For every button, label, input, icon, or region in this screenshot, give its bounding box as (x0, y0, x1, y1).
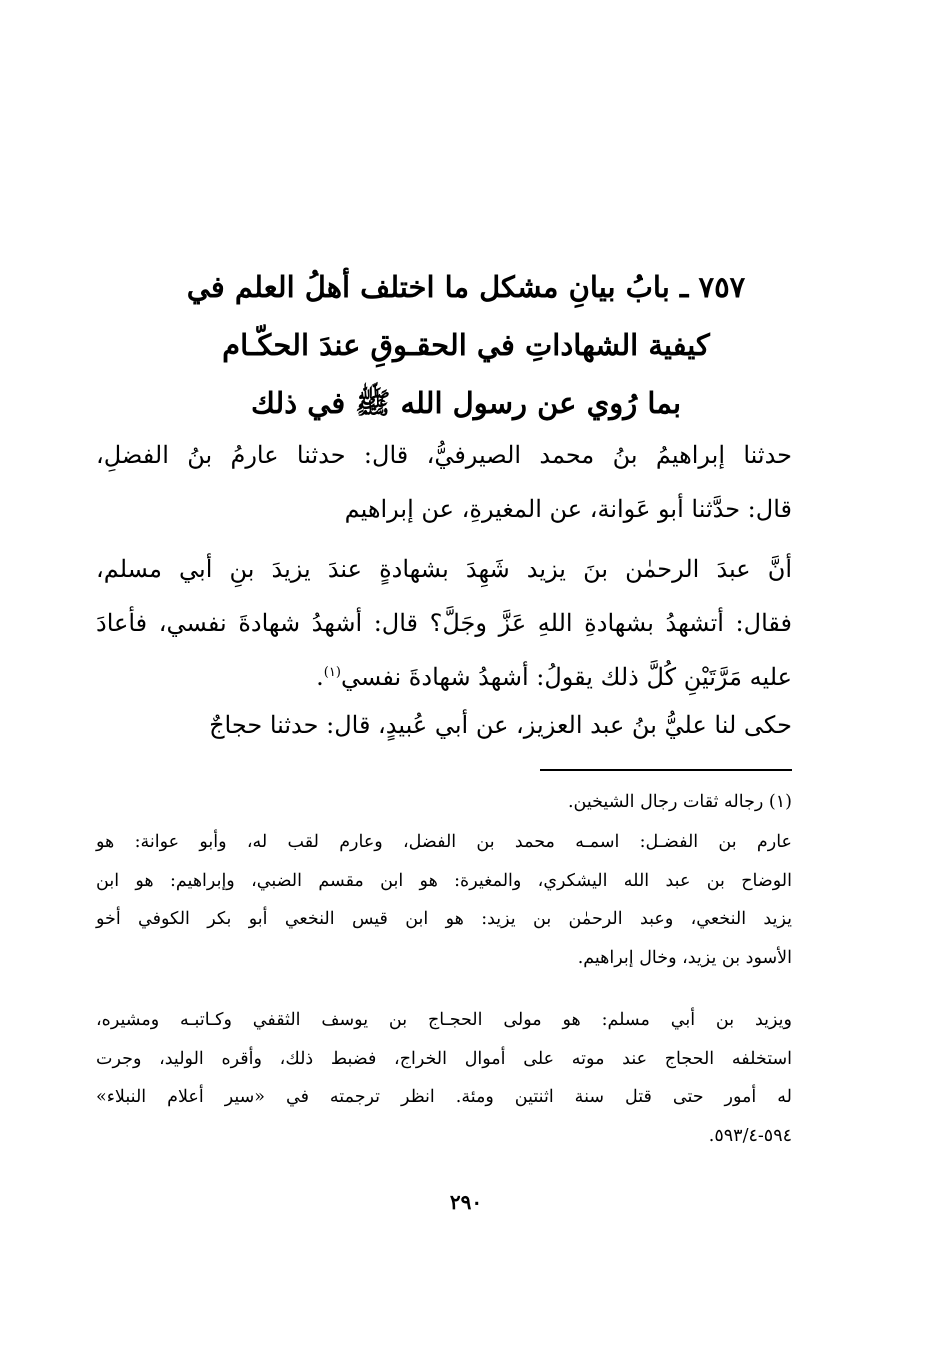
footnote-line: (١) رجاله ثقات رجال الشيخين. (567, 792, 792, 812)
footnote-1 (96, 783, 792, 822)
body-line: أنَّ عبدَ الرحمٰن بنَ يزيد شَهِدَ بشهادةٍ عندَ يزيدَ بنِ أبي مسلم، (96, 555, 792, 583)
heading-line-2: كيفية الشهاداتِ في الحقـوقِ عندَ الحكّـام (222, 328, 710, 362)
footnote-line: عارم بن الفضـل: اسمـه محمد بن الفضل، وعارم لقب له، وأبو عوانة: هو (96, 832, 792, 852)
footnote-line: ٥٩٤-٥٩٣/٤. (708, 1125, 792, 1146)
body-paragraph-2 (96, 542, 792, 704)
body-line-text: عليه مَرَّتَيْنِ كُلَّ ذلك يقولُ: أشهدُ شهادةَ نفسي (340, 663, 792, 691)
body-line: حكى لنا عليُّ بنُ عبد العزيز، عن أبي عُبيدٍ، قال: حدثنا حجاجٌ (209, 711, 792, 739)
body-paragraph-1 (96, 428, 792, 536)
body-paragraph-3 (96, 698, 792, 752)
chapter-heading (120, 258, 812, 432)
sentence-end: . (316, 663, 324, 691)
page-number: ٢٩٠ (449, 1190, 483, 1214)
footnote-line: له أمور حتى قتل سنة اثنتين ومئة. انظر ترجمته في «سير أعلام النبلاء» (96, 1087, 792, 1107)
footnote-line: الأسود بن يزيد، وخال إبراهيم. (577, 947, 792, 968)
footnote-line: الوضاح بن عبد الله اليشكري، والمغيرة: هو ابن مقسم الضبي، وإبراهيم: هو ابن (96, 870, 792, 891)
body-line: حدثنا إبراهيمُ بنُ محمد الصيرفيُّ، قال: حدثنا عارمُ بنُ الفضلِ، (96, 441, 792, 469)
footnote-line: ويزيد بن أبي مسلم: هو مولى الحجـاج بن يوسف الثقفي وكـاتبـه ومشيره، (96, 1010, 792, 1030)
heading-line-1: ٧٥٧ ـ بابُ بيانِ مشكل ما اختلف أهلُ العلم في (186, 270, 746, 304)
footnote-line: يزيد النخعي، وعبد الرحمٰن بن يزيد: هو ابن قيس النخعي أبو بكر الكوفي أخو (96, 909, 792, 929)
footnote-line: استخلفه الحجاج عند موته على أموال الخراج، فضبط ذلك، وأقره الوليد، وجرت (96, 1048, 792, 1069)
heading-line-3: بما رُوي عن رسول الله ﷺ في ذلك (250, 386, 682, 420)
body-line: فقال: أتشهدُ بشهادةِ اللهِ عَزَّ وجَلَّ؟ قال: أشهدُ شهادةَ نفسي، فأعادَ (96, 609, 792, 637)
footnote-separator (540, 769, 792, 771)
footnote-yazid (96, 1001, 792, 1155)
footnote-narrators (96, 823, 792, 977)
body-line-with-footnote (96, 650, 792, 704)
body-line: قال: حدَّثنا أبو عَوانة، عن المغيرةِ، عن إبراهيم (344, 495, 792, 523)
footnote-marker[interactable]: (١) (323, 665, 341, 680)
